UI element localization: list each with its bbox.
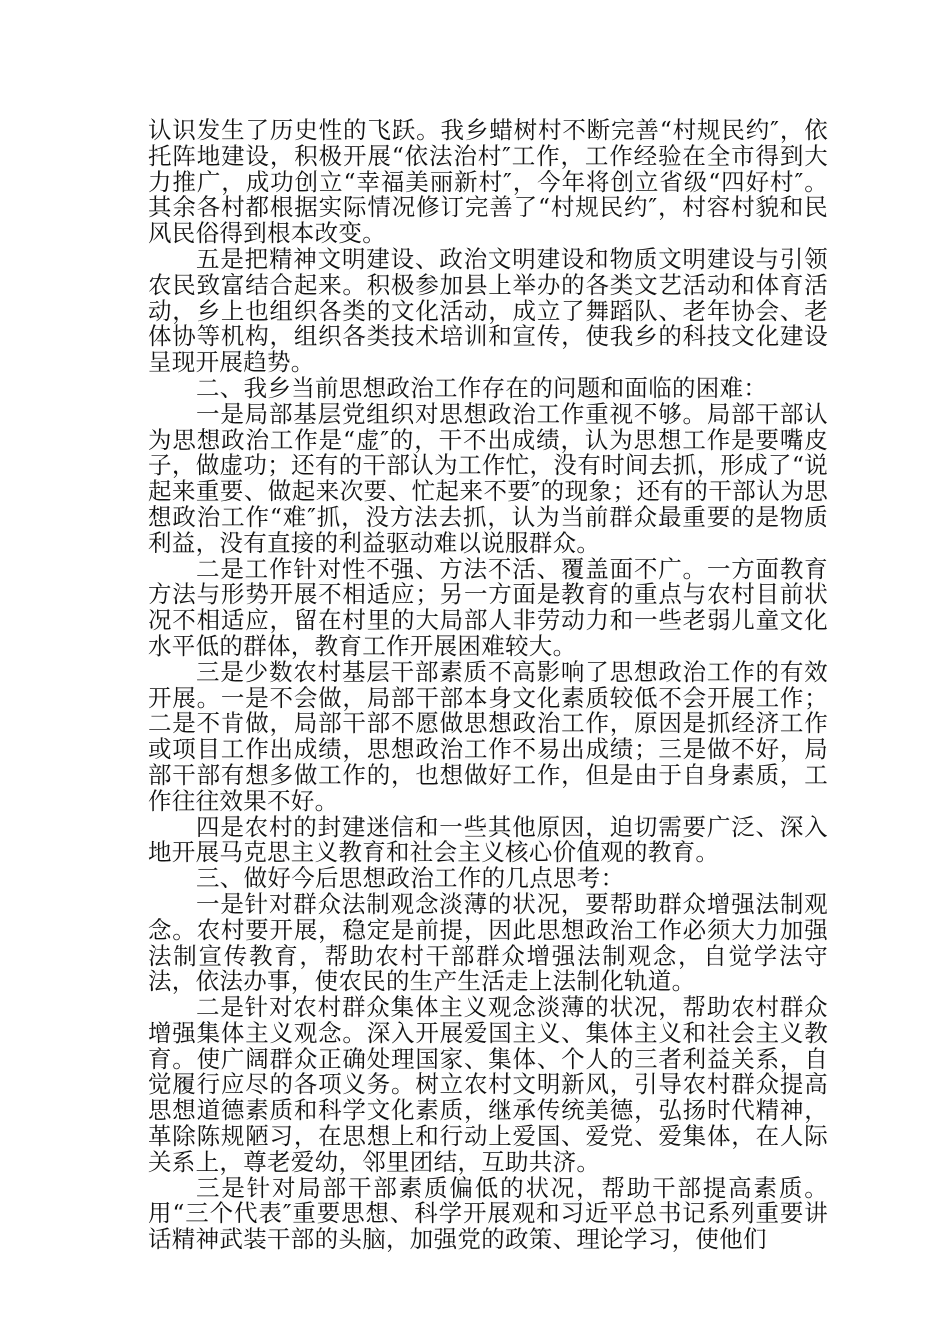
paragraph-4: 一是局部基层党组织对思想政治工作重视不够。局部干部认为思想政治工作是“虚″的，干不出成绩，认为思想工作是要嘴皮子，做虚功；还有的干部认为工作忙，没有时间去抓，形成了“说起来重要、做起来次要、忙起来不要″的现象；还有的干部认为思想政治工作“难″抓，没方法去抓，认为当前群众最重要的是物质利益，没有直接的利益驱动难以说服群众。 [148, 399, 828, 557]
document-page [148, 118, 828, 1253]
paragraph-6: 三是少数农村基层干部素质不高影响了思想政治工作的有效开展。一是不会做，局部干部本身文化素质较低不会开展工作；二是不肯做，局部干部不愿做思想政治工作，原因是抓经济工作或项目工作出成绩，思想政治工作不易出成绩；三是做不好，局部干部有想多做工作的，也想做好工作，但是由于自身素质，工作往往效果不好。 [148, 657, 828, 815]
paragraph-10: 二是针对农村群众集体主义观念淡薄的状况，帮助农村群众增强集体主义观念。深入开展爱国主义、集体主义和社会主义教育。使广阔群众正确处理国家、集体、个人的三者利益关系，自觉履行应尽的各项义务。树立农村文明新风，引导农村群众提高思想道德素质和科学文化素质，继承传统美德，弘扬时代精神，革除陈规陋习，在思想上和行动上爱国、爱党、爱集体，在人际关系上，尊老爱幼，邻里团结，互助共济。 [148, 993, 828, 1176]
section-heading-3: 三、做好今后思想政治工作的几点思考： [196, 864, 625, 893]
paragraph-5: 二是工作针对性不强、方法不活、覆盖面不广。一方面教育方法与形势开展不相适应；另一方面是教育的重点与农村目前状况不相适应，留在村里的大局部人非劳动力和一些老弱儿童文化水平低的群体，教育工作开展困难较大。 [148, 554, 828, 660]
paragraph-2: 五是把精神文明建设、政治文明建设和物质文明建设与引领农民致富结合起来。积极参加县上举办的各类文艺活动和体育活动，乡上也组织各类的文化活动，成立了舞蹈队、老年协会、老体协等机构，组织各类技术培训和宣传，使我乡的科技文化建设呈现开展趋势。 [148, 244, 828, 377]
paragraph-1: 认识发生了历史性的飞跃。我乡蜡树村不断完善“村规民约″，依托阵地建设，积极开展“依法治村″工作，工作经验在全市得到大力推广，成功创立“幸福美丽新村″，今年将创立省级“四好村″。其余各村都根据实际情况修订完善了“村规民约″，村容村貌和民风民俗得到根本改变。 [148, 116, 828, 248]
paragraph-9: 一是针对群众法制观念淡薄的状况，要帮助群众增强法制观念。农村要开展，稳定是前提，因此思想政治工作必须大力加强法制宣传教育，帮助农村干部群众增强法制观念，自觉学法守法，依法办事，使农民的生产生活走上法制化轨道。 [148, 889, 828, 996]
paragraph-11: 三是针对局部干部素质偏低的状况，帮助干部提高素质。用“三个代表″重要思想、科学开展观和习近平总书记系列重要讲话精神武装干部的头脑，加强党的政策、理论学习，使他们 [148, 1173, 828, 1254]
paragraph-7: 四是农村的封建迷信和一些其他原因，迫切需要广泛、深入地开展马克思主义教育和社会主义核心价值观的教育。 [148, 812, 828, 867]
section-heading-2: 二、我乡当前思想政治工作存在的问题和面临的困难： [196, 373, 768, 402]
